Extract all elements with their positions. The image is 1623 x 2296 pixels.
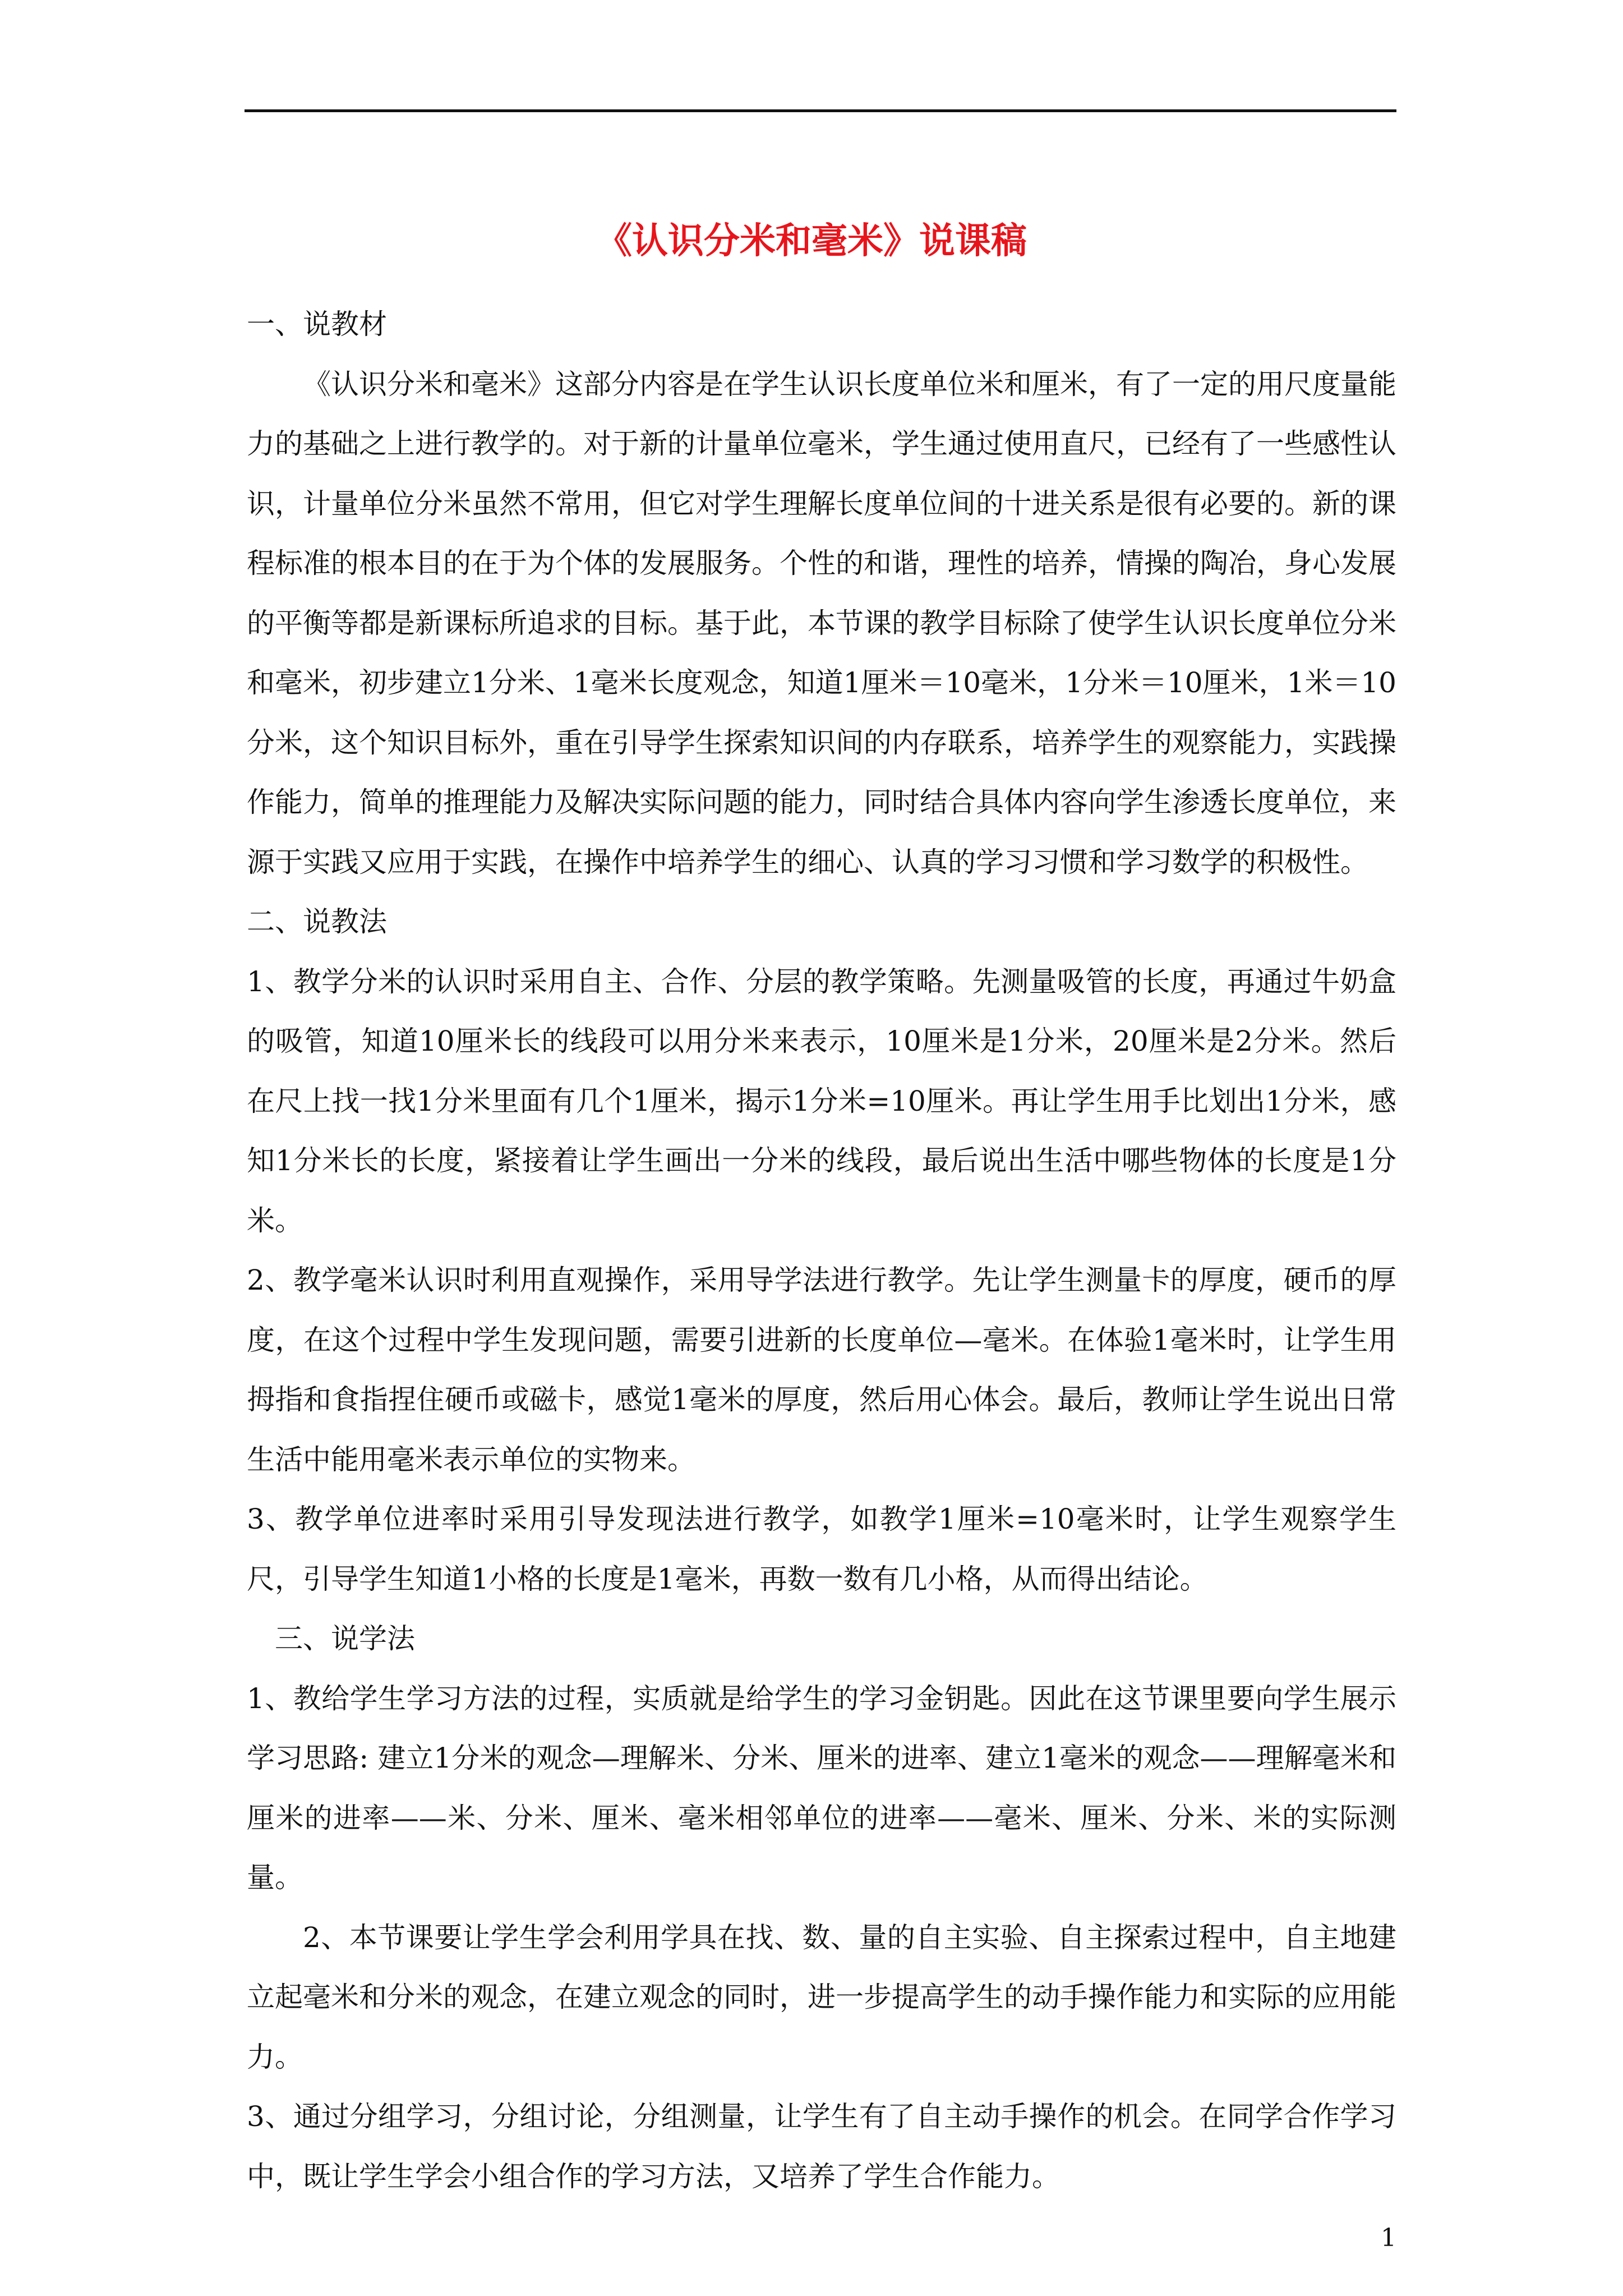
section-heading: 二、说教法 — [247, 905, 387, 938]
document-title: 《认识分米和毫米》说课稿 — [596, 220, 1027, 262]
section-heading: 一、说教材 — [247, 308, 387, 341]
paragraph: 1、教给学生学习方法的过程，实质就是给学生的学习金钥匙。因此在这节课里要向学生展示学习思路: 建立1分米的观念—理解米、分米、厘米的进率、建立1毫米的观念——理解毫米和厘米的进率——米、分米、厘米、毫米相邻单位的进率——毫米、厘米、分米、米的实际测量。 — [247, 1682, 1396, 1894]
paragraph: 3、通过分组学习，分组讨论，分组测量，让学生有了自主动手操作的机会。在同学合作学习中，既让学生学会小组合作的学习方法，又培养了学生合作能力。 — [247, 2100, 1396, 2193]
paragraph: 2、教学毫米认识时利用直观操作，采用导学法进行教学。先让学生测量卡的厚度，硬币的厚度，在这个过程中学生发现问题，需要引进新的长度单位—毫米。在体验1毫米时，让学生用拇指和食指捏住硬币或磁卡，感觉1毫米的厚度，然后用心体会。最后，教师让学生说出日常生活中能用毫米表示单位的实物来。 — [247, 1264, 1396, 1476]
page-number: 1 — [1381, 2224, 1396, 2252]
paragraph: 1、教学分米的认识时采用自主、合作、分层的教学策略。先测量吸管的长度，再通过牛奶盒的吸管，知道10厘米长的线段可以用分米来表示，10厘米是1分米，20厘米是2分米。然后在尺上找一找1分米里面有几个1厘米，揭示1分米=10厘米。再让学生用手比划出1分米，感知1分米长的长度，紧接着让学生画出一分米的线段，最后说出生活中哪些物体的长度是1分米。 — [247, 965, 1396, 1237]
paragraph: 3、教学单位进率时采用引导发现法进行教学，如教学1厘米=10毫米时，让学生观察学生尺，引导学生知道1小格的长度是1毫米，再数一数有几小格，从而得出结论。 — [247, 1503, 1396, 1595]
document-body — [247, 295, 1396, 2206]
header-rule — [245, 109, 1396, 112]
section-heading: 三、说学法 — [275, 1622, 415, 1655]
paragraph: 2、本节课要让学生学会利用学具在找、数、量的自主实验、自主探索过程中，自主地建立起毫米和分米的观念，在建立观念的同时，进一步提高学生的动手操作能力和实际的应用能力。 — [247, 1921, 1396, 2073]
paragraph: 《认识分米和毫米》这部分内容是在学生认识长度单位米和厘米，有了一定的用尺度量能力的基础之上进行教学的。对于新的计量单位毫米，学生通过使用直尺，已经有了一些感性认识，计量单位分米虽然不常用，但它对学生理解长度单位间的十进关系是很有必要的。新的课程标准的根本目的在于为个体的发展服务。个性的和谐，理性的培养，情操的陶冶，身心发展的平衡等都是新课标所追求的目标。基于此，本节课的教学目标除了使学生认识长度单位分米和毫米，初步建立1分米、1毫米长度观念，知道1厘米＝10毫米，1分米＝10厘米，1米＝10分米，这个知识目标外，重在引导学生探索知识间的内存联系，培养学生的观察能力，实践操作能力，简单的推理能力及解决实际问题的能力，同时结合具体内容向学生渗透长度单位，来源于实践又应用于实践，在操作中培养学生的细心、认真的学习习惯和学习数学的积极性。 — [247, 367, 1396, 878]
